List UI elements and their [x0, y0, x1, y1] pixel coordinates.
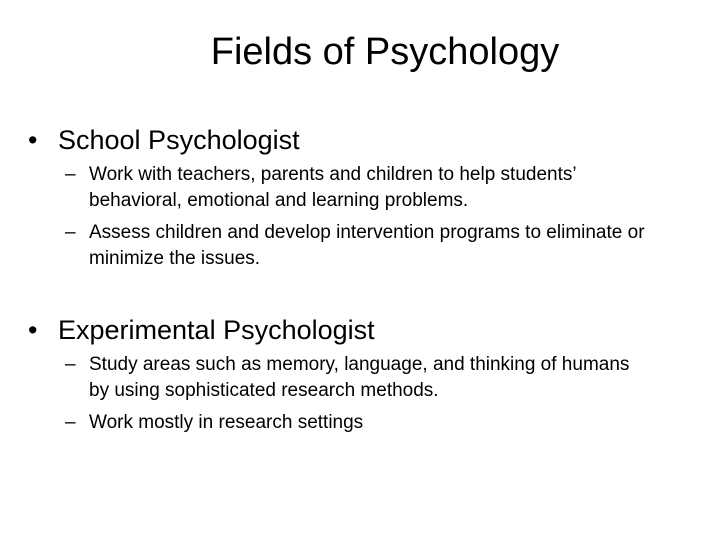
sub-bullet-text: Study areas such as memory, language, and thinking of humans by using sophisticated research methods. [89, 354, 630, 401]
section-heading: School Psychologist [58, 125, 300, 155]
bullet-item [28, 122, 698, 158]
sub-bullet-text: Work mostly in research settings [89, 412, 364, 433]
sub-bullet-text: Assess children and develop intervention programs to eliminate or minimize the issues. [89, 222, 645, 269]
slide-content [28, 122, 698, 442]
dash-icon: – [65, 222, 76, 243]
dash-icon: – [65, 412, 76, 433]
dash-icon: – [65, 354, 76, 375]
sub-bullet-item [65, 410, 698, 436]
bullet-item [28, 312, 698, 348]
section-school-psychologist [28, 122, 698, 272]
sub-bullet-item [65, 162, 698, 214]
bullet-icon: • [28, 315, 38, 345]
bullet-icon: • [28, 125, 38, 155]
dash-icon: – [65, 164, 76, 185]
section-heading: Experimental Psychologist [58, 315, 375, 345]
section-experimental-psychologist [28, 312, 698, 436]
sub-bullet-list [65, 352, 698, 436]
sub-bullet-item [65, 220, 698, 272]
sub-bullet-list [65, 162, 698, 272]
sub-bullet-item [65, 352, 698, 404]
slide-title: Fields of Psychology [210, 31, 560, 73]
sub-bullet-text: Work with teachers, parents and children to help students’ behavioral, emotional and learning problems. [89, 164, 576, 211]
